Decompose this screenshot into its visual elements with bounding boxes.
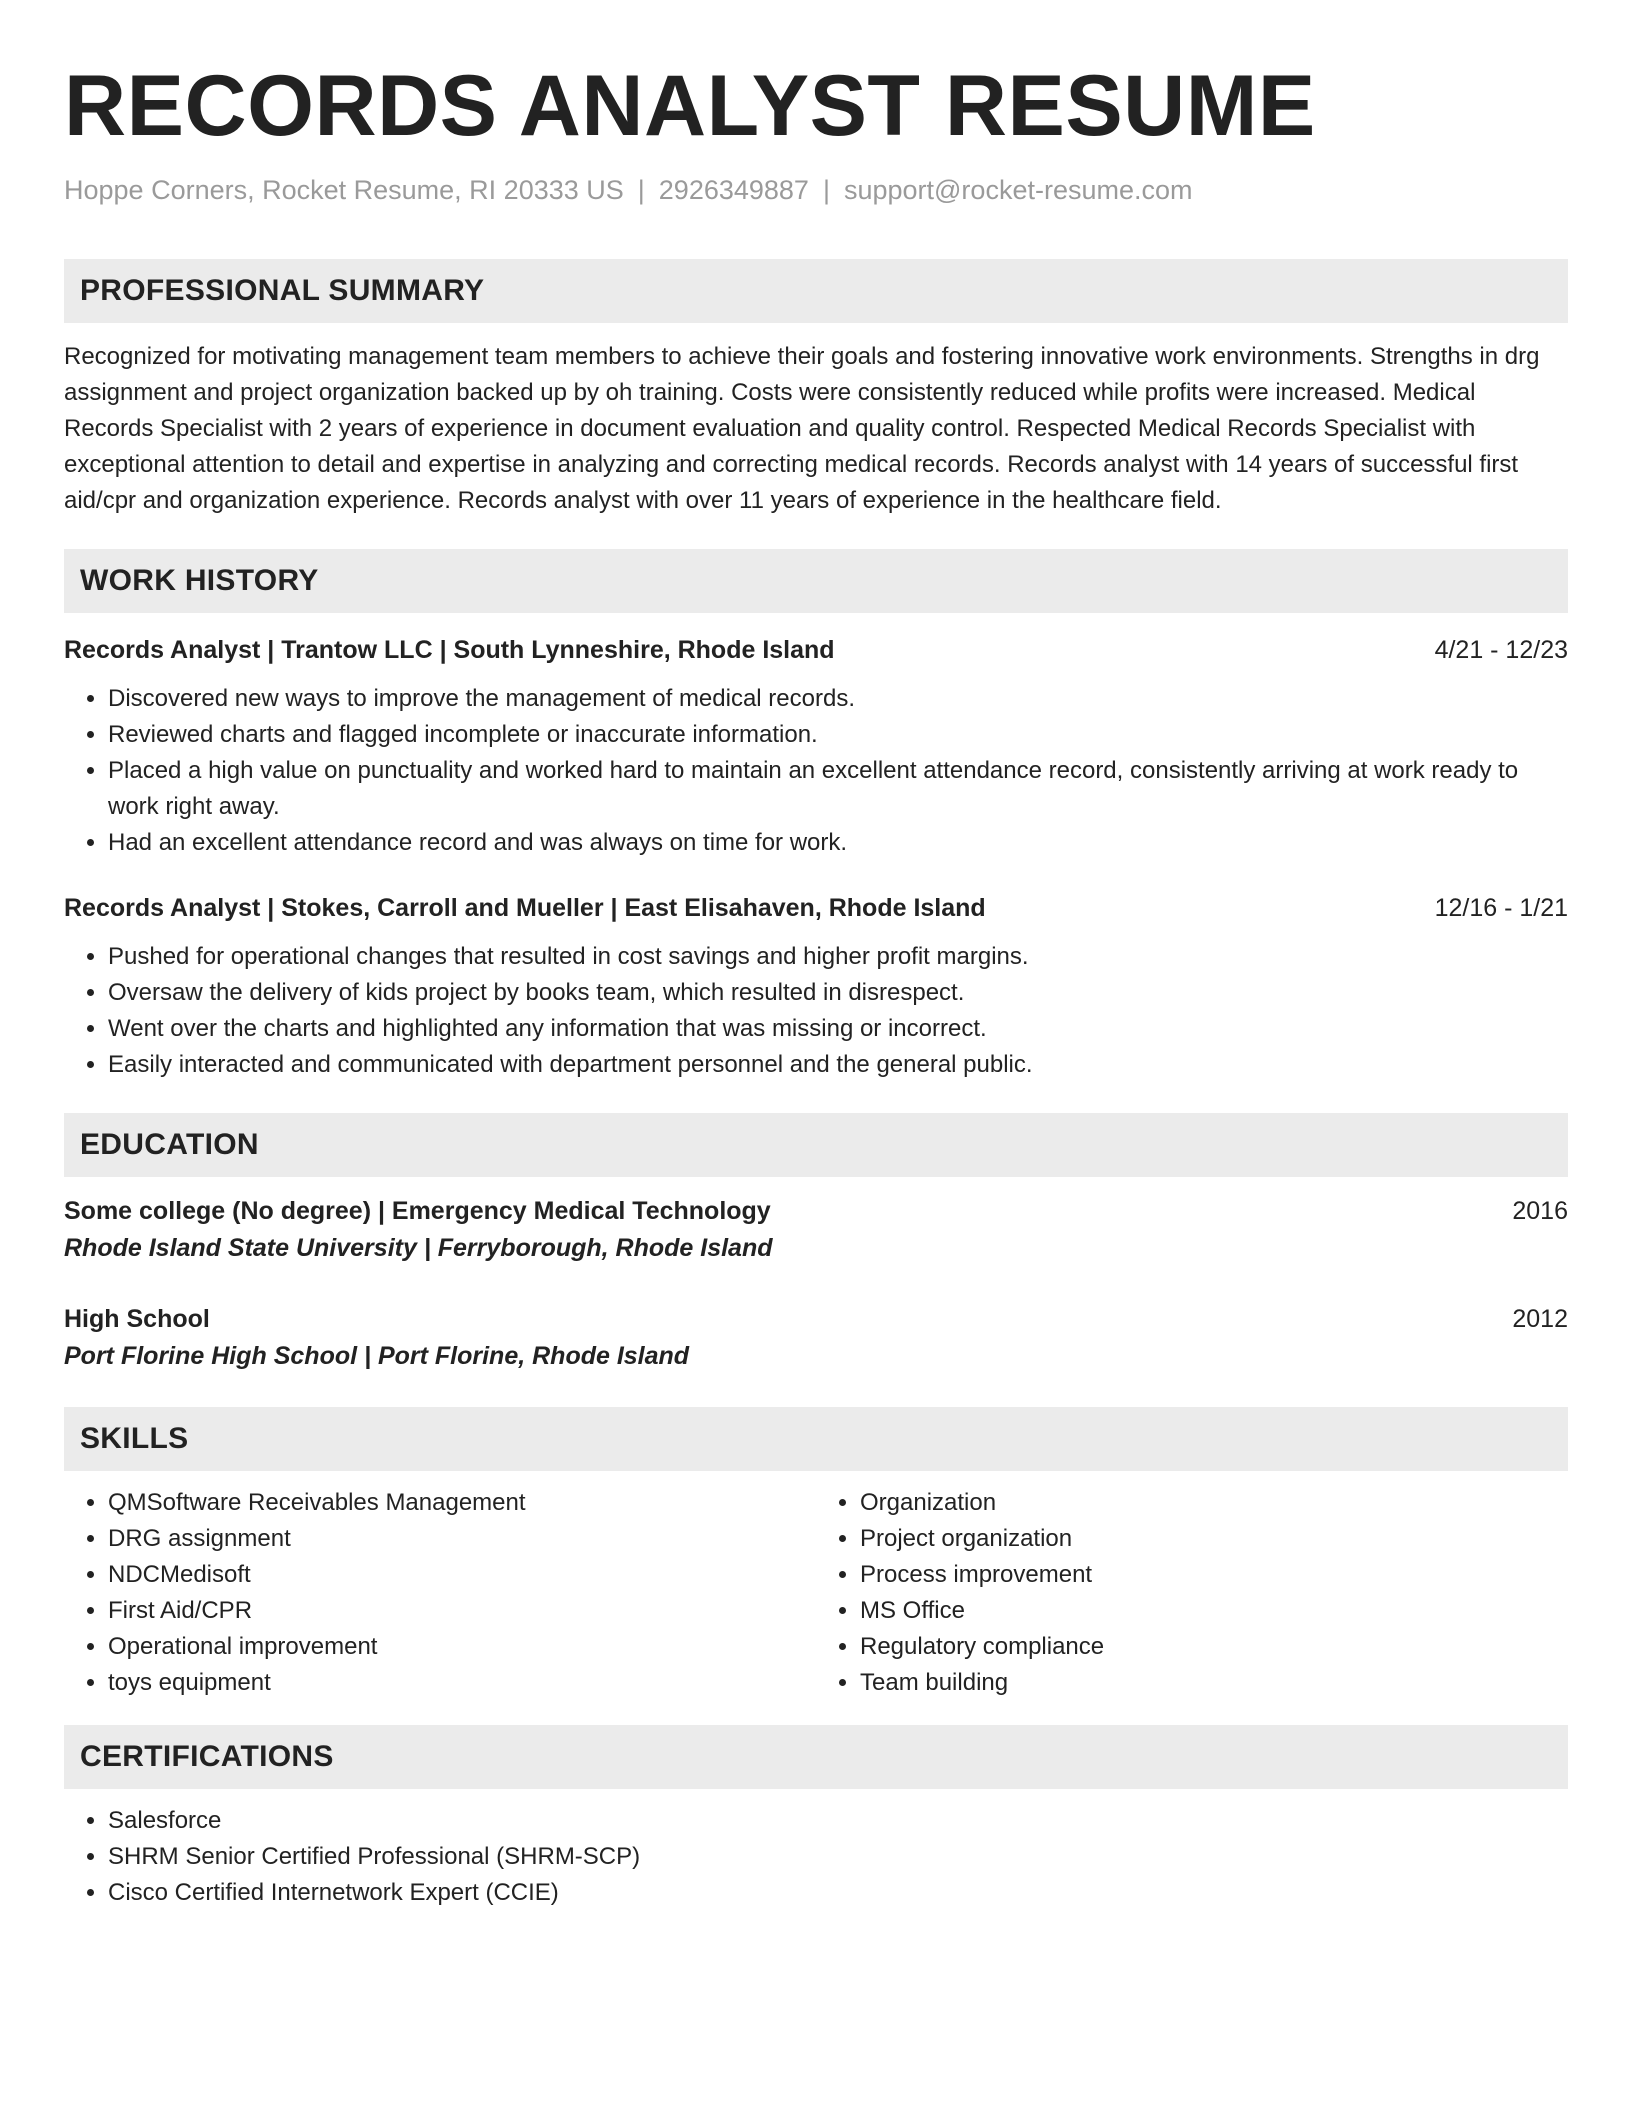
- education-school: Port Florine High School | Port Florine, Rhode Island: [64, 1342, 690, 1370]
- job-entry: [64, 633, 1568, 861]
- contact-separator: |: [822, 175, 830, 205]
- section-header-certifications: CERTIFICATIONS: [64, 1725, 1568, 1789]
- list-item: • Easily interacted and communicated with department personnel and the general public.: [108, 1047, 1568, 1083]
- job-title: Records Analyst | Trantow LLC | South Lynneshire, Rhode Island: [64, 636, 835, 664]
- skills-list-left: [64, 1485, 816, 1701]
- job-bullets: [64, 939, 1568, 1083]
- list-item: • Placed a high value on punctuality and worked hard to maintain an excellent attendance record, consistently arriving at work ready to work right away.: [108, 753, 1568, 825]
- job-dates: 4/21 - 12/23: [1434, 636, 1568, 664]
- section-header-summary: PROFESSIONAL SUMMARY: [64, 259, 1568, 323]
- job-dates: 12/16 - 1/21: [1434, 894, 1568, 922]
- skills-columns: [64, 1471, 1568, 1701]
- section-header-work-history: WORK HISTORY: [64, 549, 1568, 613]
- skill-item: • DRG assignment: [108, 1521, 816, 1557]
- list-item: • Reviewed charts and flagged incomplete or inaccurate information.: [108, 717, 1568, 753]
- education-header: [64, 1301, 1568, 1337]
- contact-separator: |: [637, 175, 645, 205]
- skill-item: • Regulatory compliance: [860, 1629, 1568, 1665]
- job-title: Records Analyst | Stokes, Carroll and Mueller | East Elisahaven, Rhode Island: [64, 894, 986, 922]
- section-header-education: EDUCATION: [64, 1113, 1568, 1177]
- list-item: • Pushed for operational changes that resulted in cost savings and higher profit margins.: [108, 939, 1568, 975]
- list-item: • Discovered new ways to improve the management of medical records.: [108, 681, 1568, 717]
- job-header: [64, 891, 1568, 925]
- contact-phone: 2926349887: [658, 175, 809, 205]
- skill-item: • MS Office: [860, 1593, 1568, 1629]
- resume-title: RECORDS ANALYST RESUME: [64, 58, 1316, 154]
- skills-list-right: [816, 1485, 1568, 1701]
- certification-item: • Cisco Certified Internetwork Expert (CCIE): [108, 1875, 1568, 1911]
- education-entry: [64, 1193, 1568, 1267]
- contact-address: Hoppe Corners, Rocket Resume, RI 20333 US: [64, 175, 624, 205]
- education-year: 2016: [1512, 1197, 1568, 1225]
- education-degree: High School: [64, 1305, 210, 1333]
- resume-page: [64, 0, 1568, 1911]
- education-degree: Some college (No degree) | Emergency Medical Technology: [64, 1197, 771, 1225]
- skill-item: • First Aid/CPR: [108, 1593, 816, 1629]
- contact-line: [64, 172, 1568, 208]
- summary-text: Recognized for motivating management team members to achieve their goals and fostering innovative work environments. Strengths in drg assignment and project organization backed up by oh training. Costs were consistently reduced while profits were increased. Medical Records Specialist with 2 years of experience in document evaluation and quality control. Respected Medical Records Specialist with exceptional attention to detail and expertise in analyzing and correcting medical records. Records analyst with 14 years of successful first aid/cpr and organization experience. Records analyst with over 11 years of experience in the healthcare field.: [64, 343, 1540, 514]
- list-item: • Oversaw the delivery of kids project by books team, which resulted in disrespect.: [108, 975, 1568, 1011]
- skill-item: • toys equipment: [108, 1665, 816, 1701]
- certification-item: • SHRM Senior Certified Professional (SHRM-SCP): [108, 1839, 1568, 1875]
- skill-item: • Process improvement: [860, 1557, 1568, 1593]
- education-header: [64, 1193, 1568, 1229]
- skill-item: • Project organization: [860, 1521, 1568, 1557]
- education-entry: [64, 1301, 1568, 1375]
- list-item: • Went over the charts and highlighted any information that was missing or incorrect.: [108, 1011, 1568, 1047]
- skill-item: • Team building: [860, 1665, 1568, 1701]
- skill-item: • Organization: [860, 1485, 1568, 1521]
- list-item: • Had an excellent attendance record and was always on time for work.: [108, 825, 1568, 861]
- job-entry: [64, 891, 1568, 1083]
- skill-item: • NDCMedisoft: [108, 1557, 816, 1593]
- education-year: 2012: [1512, 1305, 1568, 1333]
- job-header: [64, 633, 1568, 667]
- certifications-list: [64, 1803, 1568, 1911]
- skill-item: • Operational improvement: [108, 1629, 816, 1665]
- education-school: Rhode Island State University | Ferryborough, Rhode Island: [64, 1234, 773, 1262]
- section-header-skills: SKILLS: [64, 1407, 1568, 1471]
- skill-item: • QMSoftware Receivables Management: [108, 1485, 816, 1521]
- job-bullets: [64, 681, 1568, 861]
- certification-item: • Salesforce: [108, 1803, 1568, 1839]
- contact-email[interactable]: support@rocket-resume.com: [843, 175, 1193, 205]
